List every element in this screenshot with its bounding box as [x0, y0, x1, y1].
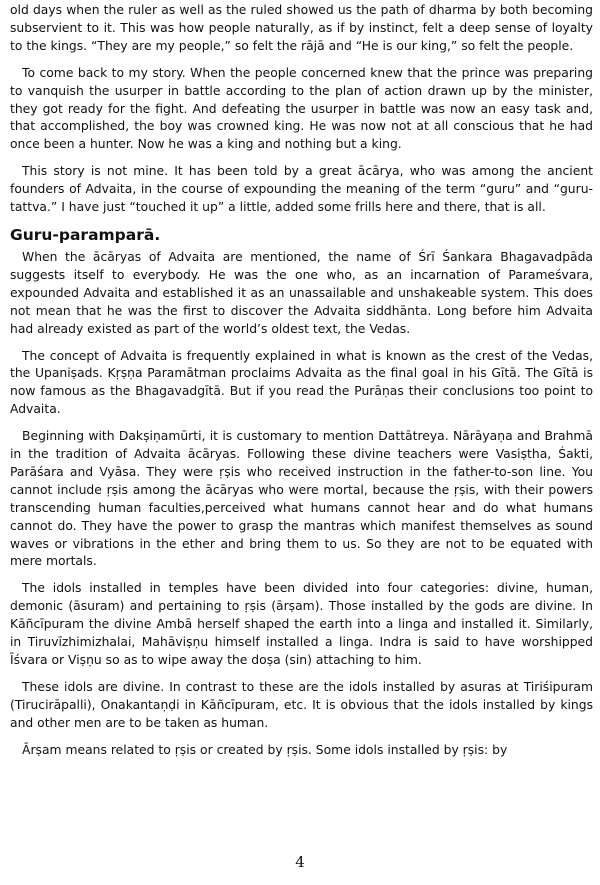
section-heading: Guru-paramparā. [10, 225, 161, 244]
paragraph-story-source: This story is not mine. It has been told by a great ācārya, who was among the ancient founders of Advaita, in the course of expounding the meaning of the term “guru” and “guru-tattva.” I have just “touched it up” a little, added some frills here and there, that is all. [10, 164, 593, 215]
paragraph-arsam: Ārṣam means related to ṛṣis or created by ṛṣis. Some idols installed by ṛṣis: by [22, 742, 508, 757]
page-number: 4 [295, 853, 305, 871]
paragraph-rsis: Beginning with Dakṣiṇamūrti, it is customary to mention Dattātreya. Nārāyaṇa and Brahmā in the tradition of Advaita ācāryas. Following these divine teachers were Vasiṣtha, Śakti, Parāśara and Vyāsa. They were ṛṣis who received instruction in the father-to-son line. You cannot include ṛṣis among the ācāryas who were mortal, because the ṛṣis, with their powers transcending human faculties,perceived what humans cannot hear and do what humans cannot do. They have the power to grasp the mantras which manifest themselves as sound waves or vibrations in the ether and bring them to us. So they are not to be equated with mere mortals. [10, 429, 593, 569]
paragraph-upanisads: The concept of Advaita is frequently explained in what is known as the crest of the Vedas, the Upaniṣads. Kṛṣṇa Paramātman proclaims Advaita as the final goal in his Gītā. The Gītā is now famous as the Bhagavadgītā. But if you read the Purāṇas their conclusions too point to Advaita. [10, 348, 593, 417]
paragraph-divine-idols: These idols are divine. In contrast to these are the idols installed by asuras at Tiriśipuram (Tirucirāpalli), Onakantaṇḍi in Kāñcīpuram, etc. It is obvious that the idols installed by kings and other men are to be taken as human. [10, 679, 593, 730]
paragraph-dharma-loyalty: old days when the ruler as well as the ruled showed us the path of dharma by both becoming subservient to it. This was how people naturally, as if by instinct, felt a deep sense of loyalty to the kings. “They are my people,” so felt the rājā and “He is our king,” so felt the people. [10, 3, 593, 53]
paragraph-story-prince: To come back to my story. When the people concerned knew that the prince was preparing to vanquish the usurper in battle according to the plan of action drawn up by the minister, they got ready for the fight. And defeating the usurper in battle was now an easy task and, that accomplished, the boy was crowned king. He was now not at all conscious that he had once been a hunter. Now he was a king and nothing but a king. [10, 65, 593, 152]
paragraph-idol-categories: The idols installed in temples have been divided into four categories: divine, human, demonic (āsuram) and pertaining to ṛṣis (ārṣam). Those installed by the gods are divine. In Kāñcīpuram the divine Ambā herself shaped the earth into a linga and installed it. Similarly, in Tiruvīzhimizhalai, Mahāviṣṇu himself installed a linga. Indra is said to have worshipped Īśvara or Viṣṇu so as to wipe away the doṣa (sin) attaching to him. [10, 581, 593, 667]
paragraph-acaryas-advaita: When the ācāryas of Advaita are mentioned, the name of Śrī Śankara Bhagavadpāda suggests itself to everybody. He was the one who, as an incarnation of Parameśvara, expounded Advaita and established it as an unassailable and unshakeable system. This does not mean that he was the first to discover the Advaita siddhānta. Long before him Advaita had already existed as part of the world’s oldest text, the Vedas. [10, 249, 593, 336]
